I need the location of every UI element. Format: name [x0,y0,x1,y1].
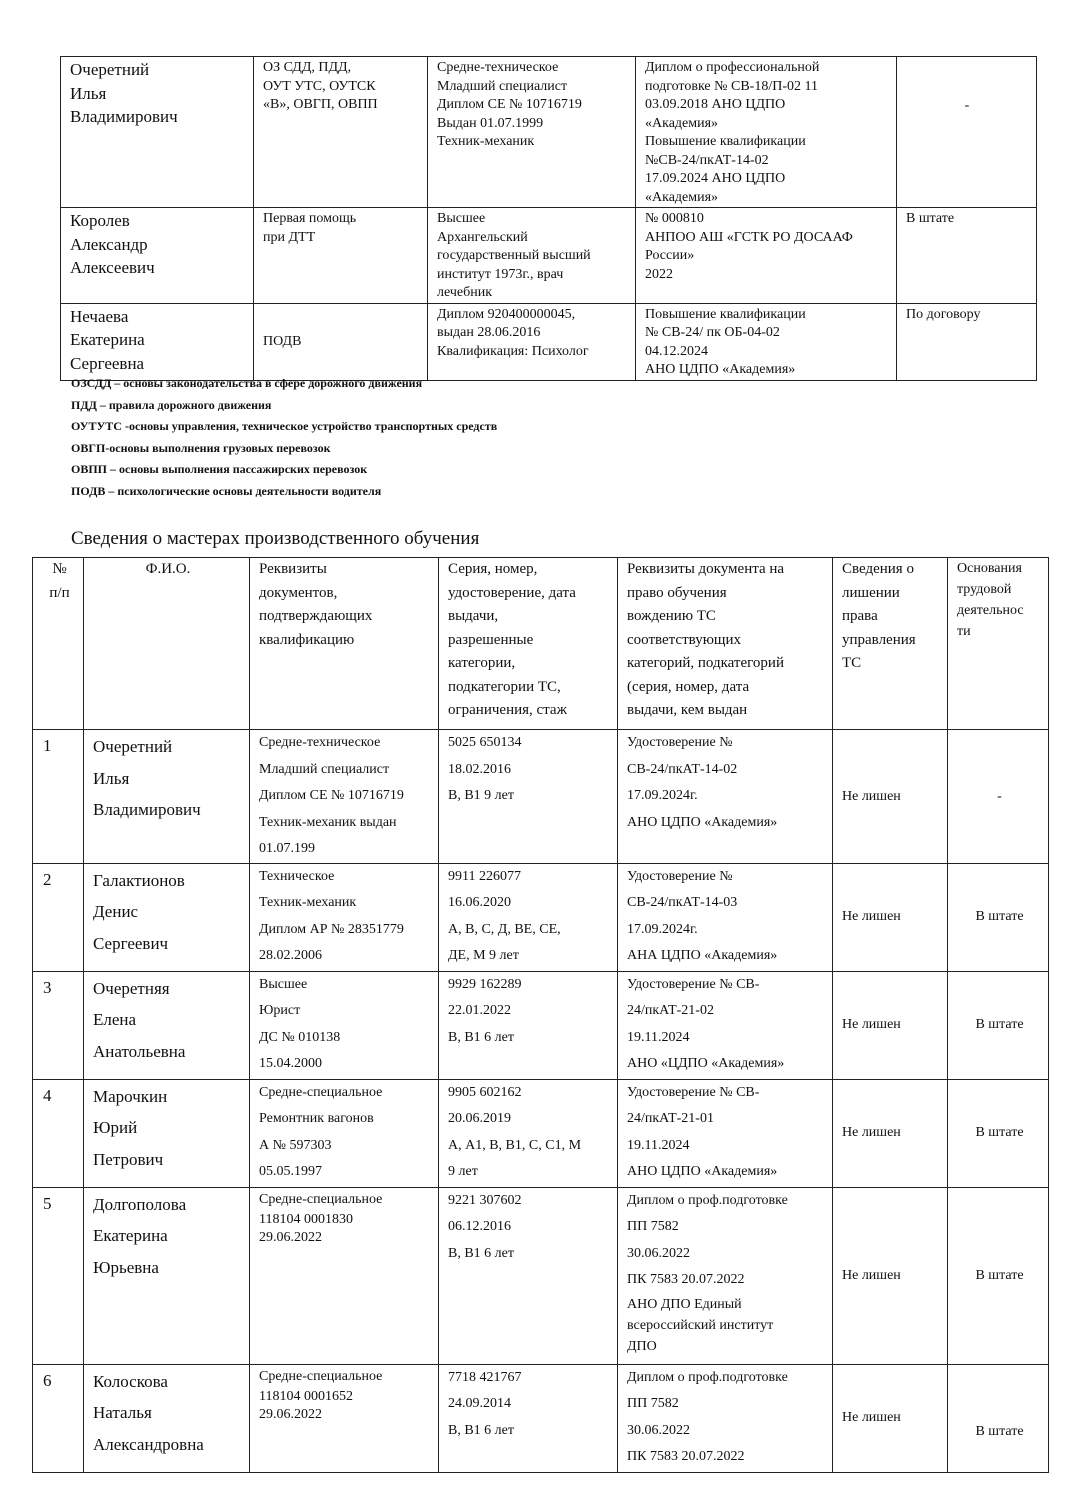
number-line: п/п [49,584,70,601]
deprivation-value: Не лишен [842,1125,901,1141]
qualification-docs-cell [250,863,439,971]
license-line: подкатегории ТС, [448,678,561,695]
education-cell [428,303,636,380]
license-line: ограничения, стаж [448,702,567,718]
name-header-label: Ф.И.О. [145,561,191,577]
table-row [61,208,1037,304]
license-line: 9911 226077 [448,868,521,884]
employment-basis-cell [948,1187,1049,1364]
license-line: категории, [448,655,516,671]
employment-basis-value: В штате [975,1017,1024,1033]
qualification-doc-line: 15.04.2000 [259,1056,322,1071]
training-right-header [618,558,833,730]
employment-basis-cell [948,971,1049,1079]
teacher-name-line: Сергеевна [70,353,145,373]
license-line: 06.12.2016 [448,1219,511,1234]
training-doc-line: 17.09.2024г. [627,788,698,803]
qualification-doc-line: Средне-техническое [259,735,381,750]
master-name-cell [84,1364,250,1472]
subject-line: «В», ОВГП, ОВПП [263,97,378,112]
qualification-docs-cell [250,1187,439,1364]
license-line: 16.06.2020 [448,895,511,910]
qualification-docs-line: документов, [259,584,338,601]
training-right-line: право обучения [627,584,727,601]
subject-line: при ДТТ [263,229,316,245]
training-doc-line: всероссийский институт [627,1317,774,1333]
number-header [33,558,84,730]
qualification-line: Повышение квалификации [645,134,806,149]
employment-status-cell [897,57,1037,208]
training-doc-line: ПП 7582 [627,1396,679,1411]
qualification-doc-line: 118104 0001830 [259,1211,353,1227]
qualification-line: подготовке № СВ-18/П-02 11 [645,78,818,94]
training-right-cell [618,1079,833,1187]
qualification-doc-line: Юрист [259,1003,301,1018]
deprivation-line: права [842,608,878,624]
deprivation-cell [833,1079,948,1187]
row-number [33,1187,84,1364]
qualification-doc-line: 29.06.2022 [259,1406,322,1422]
master-name-line: Владимирович [93,800,201,819]
qualification-line: Повышение квалификации [645,306,806,322]
qualification-doc-line: Высшее [259,976,308,992]
education-line: Выдан 01.07.1999 [437,115,544,131]
qualification-line: АНПОО АШ «ГСТК РО ДОСААФ [645,229,853,245]
qualification-cell [636,57,897,208]
qualification-line: России» [645,248,695,263]
qualification-doc-line: 29.06.2022 [259,1229,322,1245]
master-name-cell [84,863,250,971]
qualification-line: 04.12.2024 [645,343,708,359]
subject-line: ОУТ УТС, ОУТСК [263,78,376,94]
training-doc-line: АНО ЦДПО «Академия» [627,1164,778,1179]
license-line: В, В1 6 лет [448,1029,514,1045]
license-line: 9221 307602 [448,1192,522,1208]
qualification-doc-line: Средне-специальное [259,1084,383,1100]
education-line: Архангельский [437,229,528,245]
deprivation-header [833,558,948,730]
qualification-line: № СВ-24/ пк ОБ-04-02 [645,325,780,340]
table-row [33,1364,1049,1472]
employment-basis-line: Основания [957,561,1022,576]
qualification-line: 17.09.2024 АНО ЦДПО [645,171,786,186]
row-number [33,730,84,864]
training-right-cell [618,730,833,864]
training-right-line: выдачи, кем выдан [627,702,748,718]
teacher-name-line: Нечаева [70,306,129,326]
training-doc-line: АНО ДПО Единый [627,1296,742,1312]
deprivation-cell [833,1187,948,1364]
qualification-doc-line: Техник-механик выдан [259,814,397,830]
teacher-name-line: Александр [70,234,148,254]
table-row [61,303,1037,380]
license-line: ДЕ, М 9 лет [448,948,519,963]
master-name-line: Анатольевна [93,1041,186,1061]
qualification-line: №СВ-24/пкАТ-14-02 [645,152,769,168]
qualification-docs-line: Реквизиты [259,561,327,577]
employment-status: По договору [906,306,981,322]
training-doc-line: СВ-24/пкАТ-14-02 [627,761,738,777]
training-doc-line: 24/пкАТ-21-02 [627,1003,714,1018]
table-row [61,57,1037,208]
qualification-doc-line: Техническое [259,868,335,884]
license-cell [439,1364,618,1472]
education-cell [428,57,636,208]
employment-basis-value: В штате [975,1125,1024,1141]
qualification-docs-cell [250,730,439,864]
qualification-doc-line: А № 597303 [259,1137,332,1153]
deprivation-cell [833,730,948,864]
teachers-table [60,56,1037,381]
master-name-line: Сергеевич [93,933,169,953]
master-name-line: Юрьевна [93,1257,159,1277]
education-line: государственный высший [437,248,591,263]
subject-line: ПОДВ [263,334,302,350]
training-doc-line: ДПО [627,1338,657,1354]
training-doc-line: Удостоверение № СВ- [627,1084,760,1100]
license-line: В, В1 9 лет [448,788,514,803]
row-number-value: 5 [43,1193,52,1213]
qualification-line: 2022 [645,266,673,282]
deprivation-line: Сведения о [842,561,914,577]
education-line: Высшее [437,211,486,226]
education-line: Средне-техническое [437,60,559,75]
section-title: Сведения о мастерах производственного обучения [71,528,480,549]
qualification-doc-line: Диплом АР № 28351779 [259,921,404,937]
row-number [33,1364,84,1472]
subject-line: Первая помощь [263,211,357,226]
license-line: 9905 602162 [448,1084,522,1100]
deprivation-line: ТС [842,655,862,671]
row-number-value: 2 [43,869,52,889]
row-number-value: 6 [43,1370,52,1390]
table-row [33,1187,1049,1364]
education-line: институт 1973г., врач [437,266,564,282]
qualification-line: АНО ЦДПО «Академия» [645,362,796,377]
education-line: Диплом СЕ № 10716719 [437,97,582,112]
name-header [84,558,250,730]
table-row [33,971,1049,1079]
training-doc-line: Диплом о проф.подготовке [627,1192,788,1208]
teacher-name-line: Алексеевич [70,258,155,277]
training-doc-line: Удостоверение № СВ- [627,976,760,992]
qualification-docs-cell [250,1079,439,1187]
license-cell [439,730,618,864]
master-name-line: Наталья [93,1403,152,1422]
license-line: В, В1 6 лет [448,1422,514,1438]
row-number-value: 3 [43,977,52,997]
license-cell [439,1079,618,1187]
teacher-name-cell [61,303,254,380]
training-doc-line: 30.06.2022 [627,1245,690,1261]
teacher-name-cell [61,57,254,208]
employment-status-cell [897,208,1037,304]
qualification-doc-line: Средне-специальное [259,1368,383,1384]
qualification-cell [636,303,897,380]
education-line: лечебник [437,285,493,300]
license-cell [439,1187,618,1364]
deprivation-value: Не лишен [842,1017,901,1033]
master-name-cell [84,1079,250,1187]
education-line: выдан 28.06.2016 [437,325,541,340]
qualification-docs-cell [250,971,439,1079]
training-doc-line: Удостоверение № [627,735,733,750]
master-name-line: Марочкин [93,1086,168,1106]
row-number [33,971,84,1079]
employment-basis-cell [948,1079,1049,1187]
qualification-cell [636,208,897,304]
table-row [33,1079,1049,1187]
employment-basis-value: - [997,788,1002,804]
license-line: А, В, С, Д, ВЕ, СЕ, [448,921,561,937]
education-line: Техник-механик [437,134,535,149]
employment-basis-value: В штате [975,1424,1024,1440]
subjects-cell [254,57,428,208]
training-doc-line: ПП 7582 [627,1219,679,1234]
master-name-line: Очеретний [93,737,173,756]
license-line: 5025 650134 [448,735,522,750]
master-name-line: Колоскова [93,1371,168,1391]
training-doc-line: 19.11.2024 [627,1029,690,1045]
education-line: Квалификация: Психолог [437,343,589,359]
qualification-line: «Академия» [645,115,719,131]
qualification-doc-line: Диплом СЕ № 10716719 [259,788,404,803]
training-doc-line: АНО ЦДПО «Академия» [627,814,778,830]
employment-basis-cell [948,863,1049,971]
row-number-value: 1 [43,736,52,755]
deprivation-value: Не лишен [842,788,901,804]
license-header [439,558,618,730]
training-right-cell [618,863,833,971]
abbreviation-item: ОУТУТС -основы управления, техническое устройство транспортных средств [71,419,498,434]
training-doc-line: ПК 7583 20.07.2022 [627,1449,745,1464]
training-right-cell [618,1364,833,1472]
deprivation-line: лишении [842,584,900,601]
training-doc-line: 30.06.2022 [627,1422,690,1438]
abbreviation-item: ПОДВ – психологические основы деятельности водителя [71,483,382,498]
qualification-line: Диплом о профессиональной [645,60,820,75]
training-doc-line: Удостоверение № [627,868,733,884]
employment-basis-line: ти [957,624,971,639]
qualification-doc-line: 28.02.2006 [259,948,322,963]
master-name-line: Елена [93,1010,137,1029]
qualification-docs-line: квалификацию [259,631,355,648]
license-line: 24.09.2014 [448,1396,511,1411]
row-number-value: 4 [43,1085,52,1105]
number-line: № [52,561,67,577]
qualification-doc-line: Младший специалист [259,761,390,777]
teacher-name-line: Екатерина [70,330,145,349]
table-row [33,730,1049,864]
license-line: Серия, номер, [448,561,538,577]
master-name-line: Долгополова [93,1194,187,1214]
master-name-cell [84,1187,250,1364]
license-line: 9929 162289 [448,976,522,992]
employment-status: В штате [906,211,955,226]
teacher-name-line: Очеретний [70,60,150,79]
subject-line: ОЗ СДД, ПДД, [263,60,352,75]
qualification-line: «Академия» [645,189,719,205]
license-line: выдачи, [448,608,499,624]
deprivation-cell [833,863,948,971]
license-line: 7718 421767 [448,1369,522,1385]
master-name-cell [84,971,250,1079]
employment-status: - [964,98,970,113]
employment-basis-line: деятельнос [957,603,1024,618]
education-line: Младший специалист [437,78,568,94]
qualification-doc-line: Техник-механик [259,895,357,910]
license-line: А, А1, В, В1, С, С1, М [448,1137,582,1153]
employment-basis-header [948,558,1049,730]
employment-basis-line: трудовой [957,582,1012,597]
license-line: 9 лет [448,1164,478,1179]
table-header-row [33,558,1049,730]
abbreviation-item: ОВПП – основы выполнения пассажирских перевозок [71,462,368,477]
abbreviation-item: ОЗСДД – основы законодательства в сфере дорожного движения [71,376,423,390]
row-number [33,863,84,971]
qualification-doc-line: 01.07.199 [259,841,315,856]
subjects-cell [254,208,428,304]
education-line: Диплом 920400000045, [437,306,576,322]
qualification-doc-line: Средне-специальное [259,1191,383,1207]
qualification-docs-header [250,558,439,730]
training-doc-line: АНО «ЦДПО «Академия» [627,1056,785,1071]
license-line: В, В1 6 лет [448,1245,514,1261]
qualification-docs-line: подтверждающих [259,608,373,624]
deprivation-line: управления [842,631,916,648]
subjects-cell [254,303,428,380]
master-name-cell [84,730,250,864]
qualification-docs-cell [250,1364,439,1472]
employment-basis-value: В штате [975,1267,1024,1283]
master-name-line: Галактионов [93,870,185,890]
training-right-line: (серия, номер, дата [627,678,750,695]
license-line: разрешенные [448,631,534,648]
training-doc-line: ПК 7583 20.07.2022 [627,1272,745,1287]
teacher-name-line: Королев [70,211,130,230]
deprivation-value: Не лишен [842,1267,901,1283]
master-name-line: Петрович [93,1149,164,1169]
training-doc-line: СВ-24/пкАТ-14-03 [627,895,738,910]
qualification-doc-line: 118104 0001652 [259,1388,353,1404]
employment-basis-value: В штате [975,909,1024,925]
table-row [33,863,1049,971]
training-right-line: вождению ТС [627,608,716,624]
license-cell [439,863,618,971]
master-name-line: Александровна [93,1434,204,1454]
qualification-doc-line: ДС № 010138 [259,1029,341,1045]
master-name-line: Денис [93,902,139,921]
employment-basis-cell [948,1364,1049,1472]
abbreviation-item: ОВГП-основы выполнения грузовых перевозок [71,440,331,455]
deprivation-cell [833,1364,948,1472]
training-doc-line: Диплом о проф.подготовке [627,1369,788,1385]
qualification-line: 03.09.2018 АНО ЦДПО [645,97,786,112]
license-cell [439,971,618,1079]
license-line: 22.01.2022 [448,1003,511,1018]
deprivation-value: Не лишен [842,1410,901,1426]
teacher-name-line: Владимирович [70,107,178,126]
qualification-doc-line: 05.05.1997 [259,1164,322,1179]
training-doc-line: АНА ЦДПО «Академия» [627,948,778,963]
master-name-line: Екатерина [93,1226,168,1245]
license-line: удостоверение, дата [448,584,576,601]
training-right-cell [618,1187,833,1364]
master-name-line: Илья [93,768,130,788]
qualification-doc-line: Ремонтник вагонов [259,1111,374,1126]
training-doc-line: 17.09.2024г. [627,921,698,937]
masters-table [32,557,1049,1473]
training-right-line: категорий, подкатегорий [627,655,784,671]
master-name-line: Очеретняя [93,978,170,998]
qualification-line: № 000810 [645,211,704,226]
deprivation-value: Не лишен [842,909,901,925]
employment-status-cell [897,303,1037,380]
teacher-name-line: Илья [70,83,107,103]
employment-basis-cell [948,730,1049,864]
training-doc-line: 24/пкАТ-21-01 [627,1111,714,1126]
training-right-line: Реквизиты документа на [627,561,785,577]
abbreviation-item: ПДД – правила дорожного движения [71,397,272,412]
deprivation-cell [833,971,948,1079]
license-line: 20.06.2019 [448,1111,511,1126]
master-name-line: Юрий [93,1118,138,1137]
training-doc-line: 19.11.2024 [627,1137,690,1153]
license-line: 18.02.2016 [448,761,511,777]
abbreviations-list [71,374,971,504]
training-right-cell [618,971,833,1079]
teacher-name-cell [61,208,254,304]
row-number [33,1079,84,1187]
education-cell [428,208,636,304]
training-right-line: соответствующих [627,631,741,648]
